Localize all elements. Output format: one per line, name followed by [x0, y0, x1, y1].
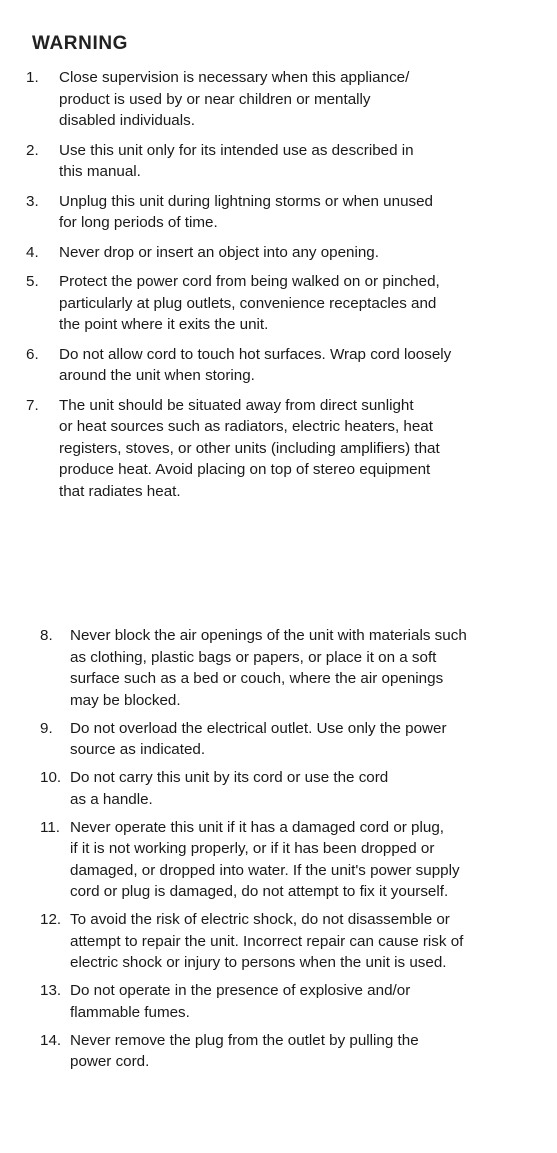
item-text-line: Do not overload the electrical outlet. Use only the power [70, 719, 447, 737]
item-text-line: this manual. [59, 163, 141, 180]
item-text [70, 980, 555, 1023]
item-text-line: Use this unit only for its intended use as described in [59, 141, 414, 159]
item-text-line: attempt to repair the unit. Incorrect repair can cause risk of [70, 932, 464, 950]
item-text-line: that radiates heat. [59, 482, 181, 500]
warning-item-9 [40, 718, 555, 761]
warning-item-5 [26, 271, 546, 336]
warning-item-11 [40, 817, 555, 903]
item-number: 12. [40, 911, 62, 928]
item-text [70, 767, 555, 810]
item-number: 11. [40, 818, 60, 836]
item-text-line: disabled individuals. [59, 112, 195, 129]
item-text-line: power cord. [70, 1053, 150, 1070]
item-number: 9. [40, 719, 53, 737]
warning-item-10 [40, 767, 555, 810]
item-text-line: the point where it exits the unit. [59, 316, 269, 333]
item-number: 13. [40, 982, 62, 999]
warning-item-2 [26, 140, 546, 183]
warning-item-3 [26, 191, 546, 234]
item-number: 6. [26, 345, 39, 363]
item-text-line: Unplug this unit during lightning storms or when unused [59, 192, 433, 210]
item-text-line: or heat sources such as radiators, electric heaters, heat [59, 418, 433, 435]
item-text [70, 625, 555, 711]
item-text-line: Do not carry this unit by its cord or use the cord [70, 769, 389, 786]
item-number: 14. [40, 1031, 62, 1049]
item-text [59, 271, 546, 336]
item-text-line: surface such as a bed or couch, where the air openings [70, 670, 444, 687]
item-text [70, 909, 555, 974]
warning-item-12 [40, 909, 555, 974]
item-text-line: The unit should be situated away from direct sunlight [59, 396, 414, 414]
item-number: 4. [26, 243, 39, 261]
item-number: 2. [26, 141, 39, 159]
item-number: 1. [26, 69, 39, 86]
item-text-line: may be blocked. [70, 691, 181, 709]
item-text-line: cord or plug is damaged, do not attempt to fix it yourself. [70, 883, 449, 900]
item-text-line: particularly at plug outlets, convenience receptacles and [59, 294, 437, 312]
warning-item-13 [40, 980, 555, 1023]
item-text-line: Never drop or insert an object into any opening. [59, 243, 379, 261]
item-number: 7. [26, 396, 39, 414]
warning-item-14 [40, 1030, 555, 1073]
item-text-line: registers, stoves, or other units (including amplifiers) that [59, 439, 440, 457]
item-text [59, 344, 546, 387]
warning-item-1 [26, 67, 546, 132]
item-text [59, 140, 546, 183]
warning-item-8 [40, 625, 555, 711]
item-number: 10. [40, 769, 62, 786]
item-text-line: as a handle. [70, 790, 153, 808]
item-number: 8. [40, 627, 53, 644]
item-text-line: if it is not working properly, or if it has been dropped or [70, 840, 435, 857]
item-text-line: Do not operate in the presence of explosive and/or [70, 982, 411, 999]
item-text-line: Close supervision is necessary when this appliance/ [59, 69, 410, 86]
item-text [59, 242, 546, 264]
item-text-line: Never block the air openings of the unit with materials such [70, 627, 467, 644]
warning-item-4 [26, 242, 546, 264]
warning-list-lower [40, 625, 555, 1079]
item-text-line: flammable fumes. [70, 1003, 190, 1021]
item-text [70, 817, 555, 903]
item-text-line: damaged, or dropped into water. If the unit's power supply [70, 861, 460, 879]
item-text-line: electric shock or injury to persons when the unit is used. [70, 954, 447, 971]
item-text-line: product is used by or near children or mentally [59, 90, 371, 108]
item-text-line: Never remove the plug from the outlet by pulling the [70, 1031, 419, 1049]
item-text-line: as clothing, plastic bags or papers, or place it on a soft [70, 648, 437, 666]
item-text [59, 395, 546, 503]
item-text-line: Never operate this unit if it has a damaged cord or plug, [70, 818, 444, 836]
warning-item-6 [26, 344, 546, 387]
warning-item-7 [26, 395, 546, 503]
item-number: 3. [26, 192, 39, 210]
item-text-line: Do not allow cord to touch hot surfaces. Wrap cord loosely [59, 345, 452, 363]
item-text-line: To avoid the risk of electric shock, do not disassemble or [70, 911, 450, 928]
item-text [59, 67, 546, 132]
item-text-line: Protect the power cord from being walked on or pinched, [59, 273, 440, 290]
item-text [70, 1030, 555, 1073]
warning-heading: WARNING [32, 33, 129, 54]
item-text [70, 718, 555, 761]
item-text-line: around the unit when storing. [59, 367, 255, 384]
item-text-line: source as indicated. [70, 741, 206, 758]
item-number: 5. [26, 273, 39, 290]
warning-list-upper [26, 67, 546, 510]
item-text-line: for long periods of time. [59, 214, 218, 231]
item-text-line: produce heat. Avoid placing on top of stereo equipment [59, 461, 431, 478]
item-text [59, 191, 546, 234]
